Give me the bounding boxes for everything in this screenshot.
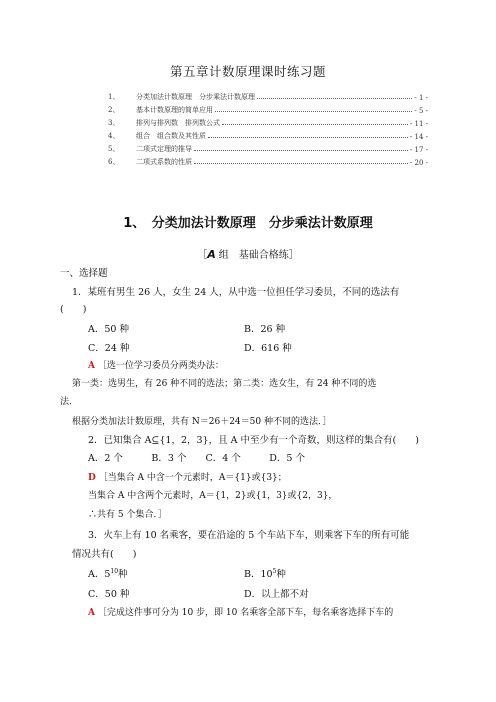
toc-entry[interactable] [108, 154, 428, 167]
q1-option-a: A．50 种 [88, 324, 129, 335]
q3-option-a-base: A．5 [88, 569, 111, 580]
toc-entry-title: 分类加法计数原理 分步乘法计数原理 [136, 93, 255, 101]
toc-entry-page: - 5 - [414, 107, 428, 115]
toc-entry-page: - 1 - [414, 94, 428, 102]
document-title: 第五章计数原理课时练习题 [169, 64, 326, 79]
toc-entry-page: - 20 - [409, 159, 428, 167]
q3-option-b [244, 566, 286, 580]
q3-option-d: D．以上都不对 [244, 589, 309, 600]
q2-explanation-line2: 当集合 A 中含两个元素时，A＝{1，2}或{1，3}或{2，3}， [88, 491, 338, 501]
q3-option-b-unit: 种 [276, 569, 286, 580]
q3-option-b-base: B．10 [244, 569, 273, 580]
toc-entry-page: - 14 - [409, 133, 428, 141]
q3-answer: A [88, 608, 95, 618]
group-label-text: 组 基础合格练 [218, 250, 289, 261]
q3-explanation-line1 [88, 606, 393, 620]
q3-stem-line2: 情况共有( ) [72, 549, 137, 560]
toc-entry-page: - 11 - [409, 120, 428, 128]
q1-option-d: D．616 种 [244, 343, 292, 354]
toc-entry[interactable] [108, 128, 428, 141]
q1-stem-line2: ( ) [60, 304, 87, 315]
bracket-open: ［ [197, 250, 208, 261]
q3-option-a-unit: 种 [118, 569, 128, 580]
toc-leader-dots [194, 163, 408, 164]
toc-entry-number: 2、 [108, 106, 120, 114]
table-of-contents [108, 89, 428, 167]
toc-entry-number: 6、 [108, 158, 120, 166]
toc-entry-page: - 17 - [409, 146, 428, 154]
q1-option-b: B．26 种 [244, 324, 286, 335]
q1-explanation-line4: 根据分类加法计数原理，共有 N＝26＋24＝50 种不同的选法．］ [72, 417, 332, 427]
q3-stem-line1: 3．火车上有 10 名乘客，要在沿途的 5 个车站下车，则乘客下车的所有可能 [88, 530, 410, 541]
toc-leader-dots [257, 98, 412, 99]
toc-leader-dots [194, 150, 408, 151]
toc-entry-title: 排列与排列数 排列数公式 [136, 119, 220, 127]
group-a-badge: A [207, 248, 216, 261]
group-heading [0, 246, 496, 261]
q1-explanation-text: ［选一位学习委员分两类办法： [97, 361, 224, 371]
toc-entry-number: 1、 [108, 93, 120, 101]
q3-option-a-exponent: 10 [110, 568, 119, 575]
q1-explanation-line3: 法． [60, 397, 79, 407]
q2-explanation-line1 [88, 471, 287, 485]
q2-explanation-text: ［当集合 A 中含一个元素时，A＝{1}或{3}； [98, 473, 287, 483]
toc-entry[interactable] [108, 89, 428, 102]
q3-option-b-exponent: 5 [272, 568, 277, 575]
q1-explanation-line2: 第一类：选男生，有 26 种不同的选法；第二类：选女生，有 24 种不同的选 [72, 379, 377, 389]
q1-answer: A [88, 361, 95, 371]
q3-explanation-text: ［完成这件事可分为 10 步，即 10 名乘客全部下车，每名乘客选择下车的 [97, 608, 394, 618]
toc-leader-dots [215, 111, 412, 112]
toc-entry-number: 4、 [108, 132, 120, 140]
q2-explanation-line3: ∴共有 5 个集合．］ [88, 510, 167, 520]
q3-option-a [88, 566, 128, 580]
toc-entry[interactable] [108, 102, 428, 115]
section-title: 1、 分类加法计数原理 分步乘法计数原理 [123, 216, 373, 231]
q2-answer: D [88, 473, 96, 483]
toc-leader-dots [222, 124, 408, 125]
part-heading: 一、选择题 [60, 268, 108, 279]
toc-entry-number: 5、 [108, 145, 120, 153]
q2-options: A．2 个 B．3 个 C．4 个 D．5 个 [88, 453, 305, 464]
bracket-close: ］ [288, 250, 299, 261]
toc-entry-title: 组合 组合数及其性质 [136, 132, 206, 140]
toc-entry-title: 基本计数原理的简单应用 [136, 106, 213, 114]
q1-option-c: C．24 种 [88, 343, 130, 354]
toc-entry-number: 3、 [108, 119, 120, 127]
q2-stem: 2．已知集合 A⊆{1，2，3}，且 A 中至少有一个奇数，则这样的集合有( ) [88, 435, 419, 446]
q3-option-c: C．50 种 [88, 589, 130, 600]
toc-entry[interactable] [108, 141, 428, 154]
q1-stem-line1: 1．某班有男生 26 人，女生 24 人，从中选一位担任学习委员，不同的选法有 [72, 287, 400, 298]
toc-entry[interactable] [108, 115, 428, 128]
q1-explanation-line1 [88, 359, 224, 373]
toc-entry-title: 二项式定理的推导 [136, 145, 192, 153]
toc-entry-title: 二项式系数的性质 [136, 158, 192, 166]
toc-leader-dots [208, 137, 408, 138]
